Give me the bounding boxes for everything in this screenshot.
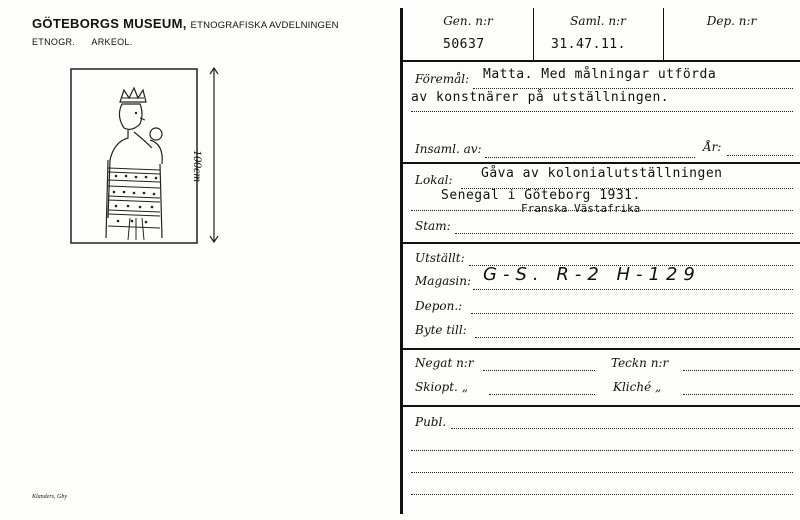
object-sketch	[70, 68, 198, 244]
magasin-label: Magasin:	[415, 274, 472, 288]
byte-label: Byte till:	[415, 323, 467, 337]
teckn-line	[683, 370, 793, 371]
foremal-line-1	[473, 88, 793, 89]
category-arkeol: ARKEOL.	[91, 37, 133, 47]
skiopt-line	[489, 394, 595, 395]
kliche-label: Kliché „	[613, 380, 662, 394]
museum-name: GÖTEBORGS MUSEUM,	[32, 16, 187, 31]
ar-label: År:	[703, 140, 722, 154]
lokal-line-2	[411, 210, 793, 211]
lokal-value-3: Franska Västafrika	[521, 202, 641, 215]
depon-label: Depon.:	[415, 299, 463, 313]
section-rule-4	[403, 405, 800, 407]
magasin-line	[473, 289, 793, 290]
utstallt-label: Utställt:	[415, 251, 465, 265]
foremal-line-2	[411, 111, 793, 112]
stam-line	[455, 233, 793, 234]
category-etnogr: ETNOGR.	[32, 37, 76, 47]
section-rule-3	[403, 348, 800, 350]
dimension-label: 100cm	[191, 150, 205, 182]
foremal-value-1: Matta. Med målningar utförda	[483, 67, 717, 82]
negat-line	[483, 370, 595, 371]
skiopt-label: Skiopt. „	[415, 380, 468, 394]
insaml-line	[485, 157, 695, 158]
publ-line-2	[411, 450, 793, 451]
lokal-value-2: Senegal i Göteborg 1931.	[441, 188, 641, 203]
gen-cell	[403, 8, 534, 60]
museum-header	[32, 16, 339, 31]
category-labels	[32, 37, 147, 47]
saml-label: Saml. n:r	[570, 14, 626, 28]
depon-line	[471, 313, 793, 314]
foremal-value-2: av konstnärer på utställningen.	[411, 90, 670, 105]
dimension-arrow	[202, 66, 232, 244]
negat-label: Negat n:r	[415, 356, 474, 370]
saml-value: 31.47.11.	[551, 37, 626, 52]
foremal-label: Föremål:	[415, 72, 470, 86]
publ-label: Publ.	[415, 415, 447, 429]
record-form	[403, 8, 800, 514]
gen-label: Gen. n:r	[443, 14, 493, 28]
publ-line-4	[411, 494, 793, 495]
magasin-value: G-S. R-2 H-129	[483, 264, 701, 285]
insaml-label: Insaml. av:	[415, 142, 482, 156]
teckn-label: Teckn n:r	[611, 356, 669, 370]
number-grid	[403, 8, 800, 62]
section-rule-1	[403, 162, 800, 164]
lokal-value-1: Gåva av kolonialutställningen	[481, 166, 723, 181]
dep-cell	[663, 8, 800, 60]
kliche-line	[683, 394, 793, 395]
ar-line	[727, 155, 793, 156]
saml-cell	[533, 8, 664, 60]
gen-value: 50637	[443, 37, 485, 52]
publ-line-1	[451, 428, 793, 429]
stam-label: Stam:	[415, 219, 451, 233]
publ-line-3	[411, 472, 793, 473]
lokal-label: Lokal:	[415, 173, 453, 187]
printer-mark: Klanders, Gby	[32, 494, 67, 500]
byte-line	[475, 337, 793, 338]
department-name: ETNOGRAFISKA AVDELNINGEN	[190, 20, 339, 31]
dep-label: Dep. n:r	[706, 14, 757, 28]
section-rule-2	[403, 242, 800, 244]
